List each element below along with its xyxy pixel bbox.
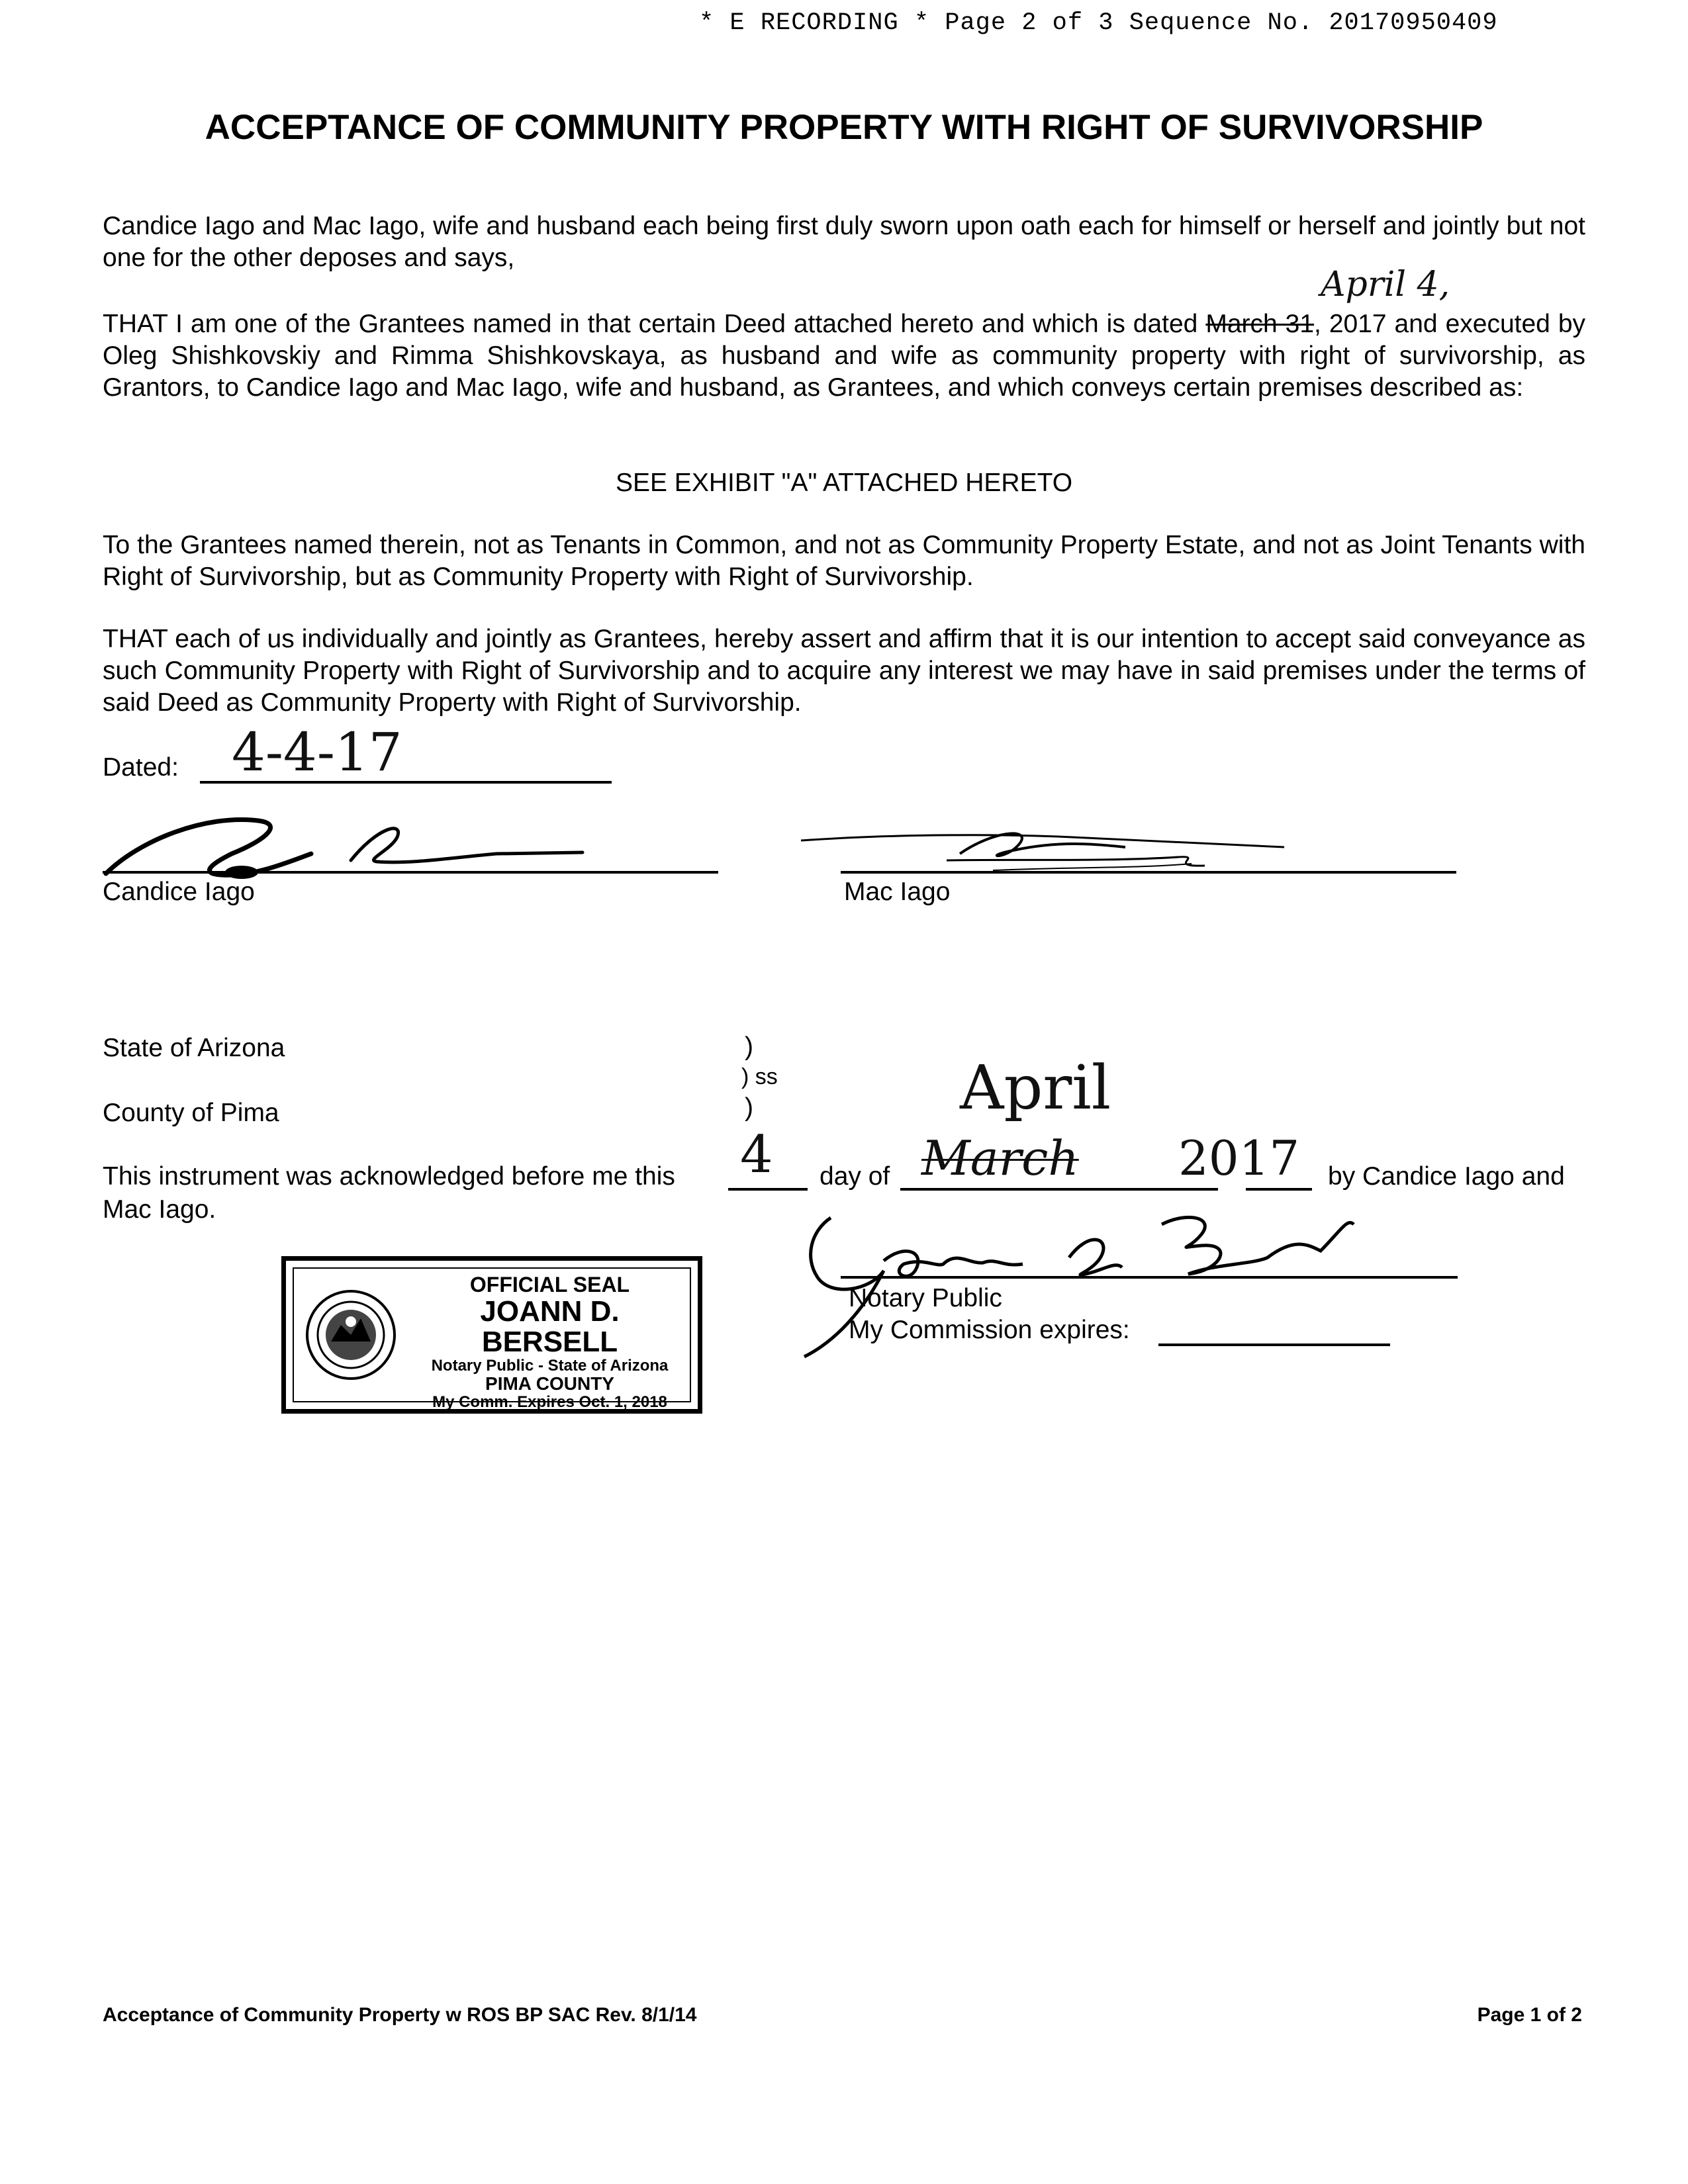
seal-line-3: Notary Public - State of Arizona [431, 1356, 669, 1375]
seal-line-4: PIMA COUNTY [485, 1373, 614, 1394]
that-clause-start: THAT I am one of the Grantees named in that certain Deed attached hereto and which is dated [103, 310, 1206, 338]
footer-page-number: Page 1 of 2 [1477, 2004, 1582, 2026]
affirmation-clause: THAT each of us individually and jointly as Grantees, hereby assert and affirm that it is our intention to accept said conveyance as such Community Property with Right of Survivorship and to acquire any interest we may have in said premises under the terms of said Deed as Community Property with Right of Survivorship. [103, 625, 1585, 717]
seal-line-1: OFFICIAL SEAL [469, 1273, 630, 1297]
ack-year: 2017 [1178, 1130, 1300, 1186]
signer-1-name: Candice Iago [103, 878, 255, 906]
ack-part4: Mac Iago. [103, 1195, 216, 1224]
ack-month-struck: March [921, 1130, 1079, 1186]
ack-year-line [1246, 1188, 1312, 1191]
exhibit-reference: SEE EXHIBIT "A" ATTACHED HERETO [615, 469, 1073, 497]
dated-value: 4-4-17 [232, 721, 402, 783]
ack-part2: day of [820, 1162, 890, 1191]
grantees-clause: To the Grantees named therein, not as Tenants in Common, and not as Community Property Estate, and not as Joint Tenants with Right of Survivorship, but as Community Property with Right of Survivorship. [103, 531, 1585, 591]
candice-signature-image [99, 801, 589, 887]
handwritten-date-correction: April 4, [1321, 265, 1450, 304]
seal-line-5: My Comm. Expires Oct. 1, 2018 [432, 1392, 667, 1411]
arizona-state-seal-icon [305, 1289, 397, 1381]
that-clause-end: , 2017 and executed by Oleg Shishkovskiy and Rimma Shishkovskaya, as husband and wife as community property with right of survivorship, as Grantors, to Candice Iago and Mac Iago, wife and husband, as Grantees, and which conveys certain premises described as: [103, 310, 1586, 402]
notary-county: County of Pima [103, 1099, 279, 1127]
struck-date: March 31 [1205, 310, 1315, 338]
signer-2-name: Mac Iago [844, 878, 951, 906]
seal-line-2: JOANN D. BERSELL [480, 1295, 620, 1358]
commission-expires-label: My Commission expires: [849, 1316, 1130, 1344]
commission-expires-line [1158, 1343, 1390, 1346]
notary-public-label: Notary Public [849, 1284, 1002, 1312]
seal-text-block [408, 1274, 691, 1410]
signature-line-candice [103, 871, 718, 874]
recording-header: * E RECORDING * Page 2 of 3 Sequence No. 20170950409 [699, 9, 1498, 37]
ack-part3: by Candice Iago and [1328, 1162, 1565, 1191]
dated-label: Dated: [103, 753, 179, 782]
intro-paragraph: Candice Iago and Mac Iago, wife and husband each being first duly sworn upon oath each for himself or herself and jointly but not one for the other deposes and says, [103, 212, 1585, 272]
signature-line-mac [841, 871, 1456, 874]
official-seal-stamp [281, 1256, 702, 1414]
ack-day-value: 4 [740, 1125, 773, 1185]
ss-marker: ) ss [741, 1064, 778, 1089]
notary-signature-line [841, 1276, 1458, 1279]
ss-paren-3: ) [745, 1093, 753, 1122]
ack-day-line [728, 1188, 808, 1191]
ack-part1: This instrument was acknowledged before me this [103, 1162, 675, 1191]
notary-state: State of Arizona [103, 1034, 285, 1062]
ack-month-line [900, 1188, 1218, 1191]
ack-month-handwritten: April [960, 1052, 1111, 1123]
document-title: ACCEPTANCE OF COMMUNITY PROPERTY WITH RIGHT OF SURVIVORSHIP [205, 108, 1483, 147]
that-clause-paragraph [103, 308, 1585, 404]
footer-form-id: Acceptance of Community Property w ROS BP SAC Rev. 8/1/14 [103, 2004, 697, 2026]
ss-paren-1: ) [745, 1032, 753, 1061]
